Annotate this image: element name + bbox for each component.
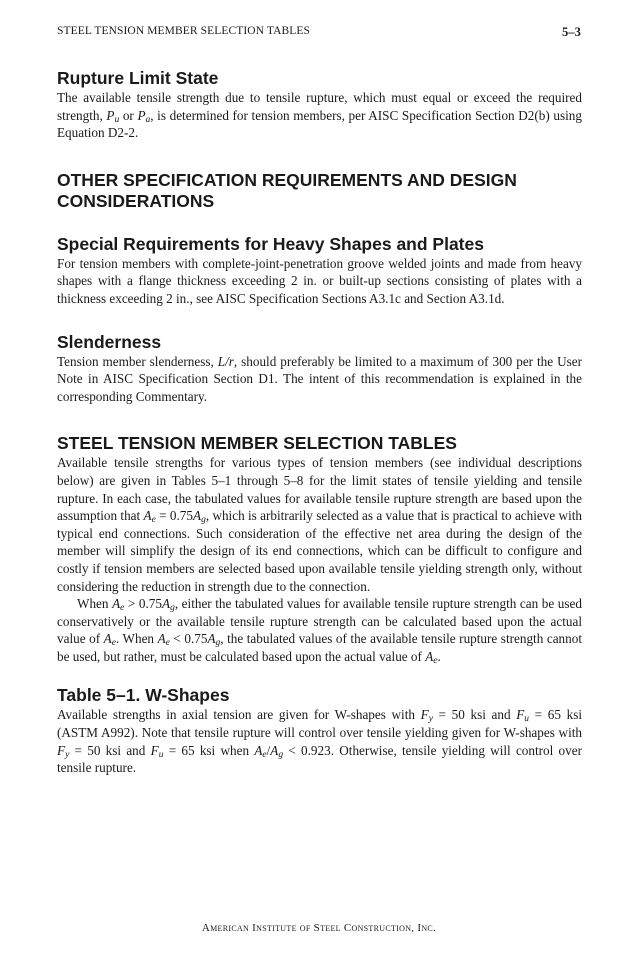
page-number: 5–3 [561, 25, 581, 39]
slenderness-heading: Slenderness [57, 331, 162, 352]
table-5-1-paragraph: Available strengths in axial tension are given for W-shapes with $F_y = 50$ ksi and $F_u = 65$ ksi (ASTM A992). Note that tensile rupture will control over tensile yielding given for W-shapes with $F_y = 50$ ksi and $F_u = 65$ ksi when $A_e/A_g < 0.923$. Otherwise, tensile yielding will control over tensile rupture. [57, 707, 582, 776]
other-spec-requirements-heading: OTHER SPECIFICATION REQUIREMENTS AND DESIGN CONSIDERATIONS [57, 169, 517, 211]
selection-tables-paragraph-2: When $A_e > 0.75A_g$, either the tabulated values for available tensile rupture strength can be used conservatively or the available tensile rupture strength can be calculated based upon the actual value of $A_e$. When $A_e < 0.75A_g$, the tabulated values of the available tensile rupture strength cannot be used, but rather, must be calculated based upon the actual value of $A_e$. [57, 596, 582, 666]
page-footer: American Institute of Steel Construction, Inc. [201, 922, 437, 934]
rupture-limit-state-heading: Rupture Limit State [57, 68, 219, 88]
running-header [57, 25, 581, 41]
table-5-1-heading: Table 5–1. W-Shapes [57, 685, 230, 706]
slenderness-paragraph: Tension member slenderness, L/r, should preferably be limited to a maximum of 300 per the User Note in AISC Specification Section D1. The intent of this recommendation is explained in the corresponding Commentary. [57, 353, 582, 404]
rupture-limit-state-paragraph: The available tensile strength due to tensile rupture, which must equal or exceed the required strength, $P_u$ or $P_a$, is determined for tension members, per AISC Specification Section D2(b) using Equation D2-2. [57, 90, 582, 141]
special-requirements-paragraph: For tension members with complete-joint-penetration groove welded joints and made from heavy shapes with a flange thickness exceeding 2 in. or built-up sections consisting of plates with a thickness exceeding 2 in., see AISC Specification Sections A3.1c and Section A3.1d. [57, 255, 582, 306]
selection-tables-heading: STEEL TENSION MEMBER SELECTION TABLES [57, 433, 457, 454]
special-requirements-heading: Special Requirements for Heavy Shapes and Plates [57, 233, 484, 254]
running-title: STEEL TENSION MEMBER SELECTION TABLES [57, 25, 311, 37]
page-content [57, 68, 582, 777]
selection-tables-paragraph-1: Available tensile strengths for various types of tension members (see individual descriptions below) are given in Tables 5–1 through 5–8 for the limit states of tensile yielding and tensile rupture. In each case, the tabulated values for available tensile rupture strength are based upon the assumption that $A_e = 0.75A_g$, which is arbitrarily selected as a value that is practical to achieve with typical end connections. Such consideration of the effective net area during the design of the member will simplify the design of its end connections, which can be difficult to configure and costly if tension members are selected based upon available tensile yielding strength only, without considering the reduction in strength due to the connection. [57, 455, 582, 594]
